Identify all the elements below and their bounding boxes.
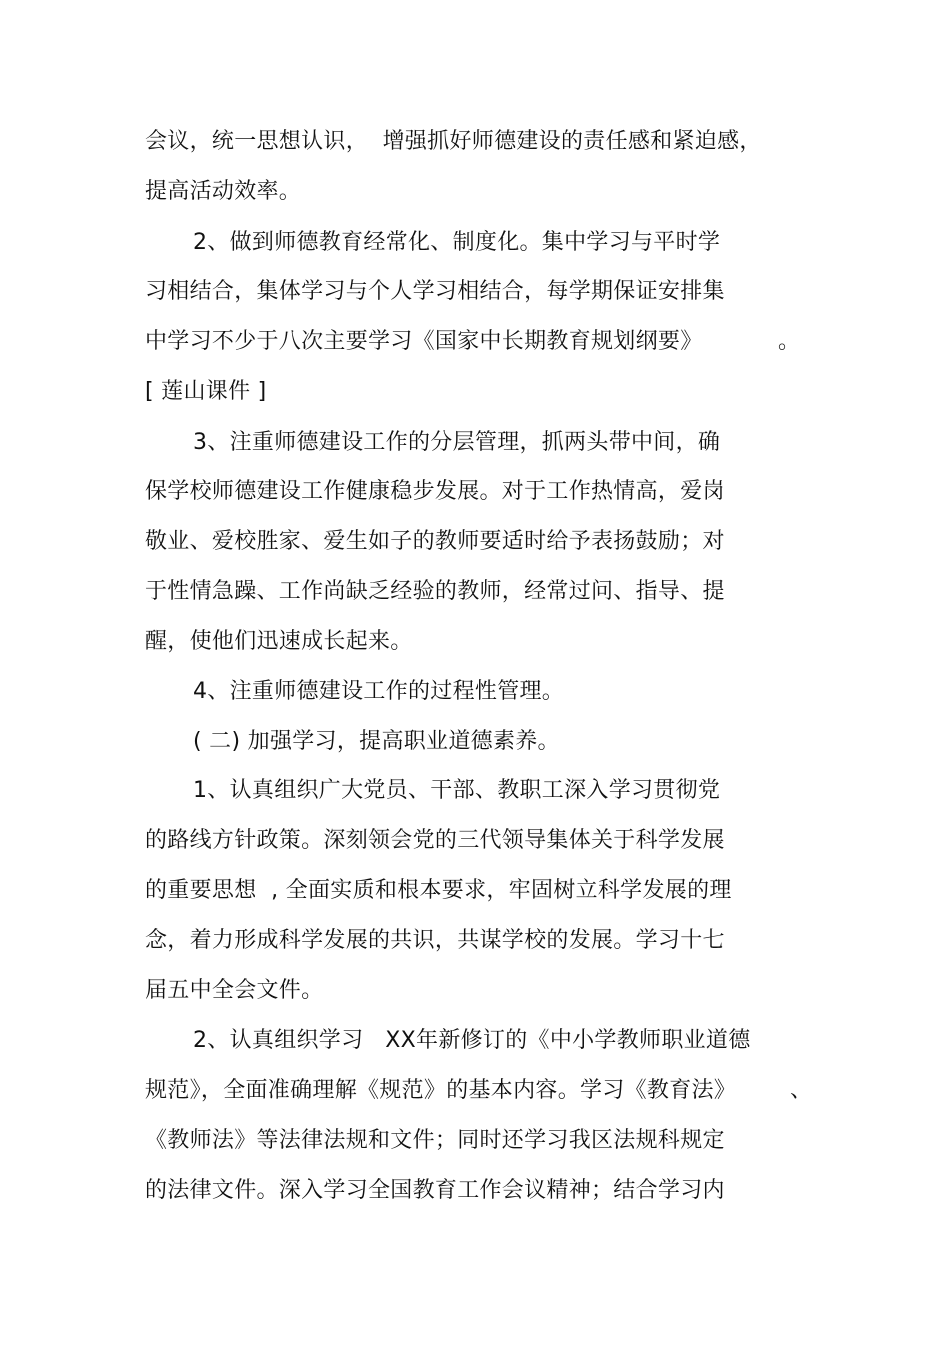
text-line: 4、注重师德建设工作的过程性管理。 <box>193 679 565 704</box>
text-line: 醒，使他们迅速成长起来。 <box>145 629 413 654</box>
text-line: [ 莲山课件 ] <box>145 379 267 404</box>
text-line: 保学校师德建设工作健康稳步发展。对于工作热情高，爱岗 <box>145 479 725 504</box>
text-line: 3、注重师德建设工作的分层管理，抓两头带中间，确 <box>193 430 721 455</box>
text-line: 于性情急躁、工作尚缺乏经验的教师，经常过问、指导、提 <box>145 579 725 604</box>
text-line: 的路线方针政策。深刻领会党的三代领导集体关于科学发展 <box>145 828 725 853</box>
text-line: 2、认真组织学习 XX年新修订的《中小学教师职业道德 <box>193 1028 751 1053</box>
text-line: 敬业、爱校胜家、爱生如子的教师要适时给予表扬鼓励；对 <box>145 529 725 554</box>
text-line: 念，着力形成科学发展的共识，共谋学校的发展。学习十七 <box>145 928 725 953</box>
text-line: 的法律文件。深入学习全国教育工作会议精神；结合学习内 <box>145 1178 725 1203</box>
text-line: 届五中全会文件。 <box>145 978 324 1003</box>
text-line-tail: 。 <box>778 329 801 354</box>
text-line: 2、做到师德教育经常化、制度化。集中学习与平时学 <box>193 230 721 255</box>
text-line: 提高活动效率。 <box>145 179 302 204</box>
text-line-tail: 、 <box>790 1078 813 1103</box>
text-line: 规范》，全面准确理解《规范》的基本内容。学习《教育法》 <box>145 1078 737 1103</box>
text-line: 会议，统一思想认识， 增强抓好师德建设的责任感和紧迫感， <box>145 129 762 154</box>
text-line: 中学习不少于八次主要学习《国家中长期教育规划纲要》 <box>145 329 703 354</box>
text-line: 《教师法》等法律法规和文件；同时还学习我区法规科规定 <box>145 1128 725 1153</box>
text-line: 1、认真组织广大党员、干部、教职工深入学习贯彻党 <box>193 778 721 803</box>
text-line: ( 二) 加强学习，提高职业道德素养。 <box>193 729 560 754</box>
text-line: 的重要思想 , 全面实质和根本要求，牢固树立科学发展的理 <box>145 878 732 903</box>
text-line: 习相结合，集体学习与个人学习相结合，每学期保证安排集 <box>145 279 725 304</box>
